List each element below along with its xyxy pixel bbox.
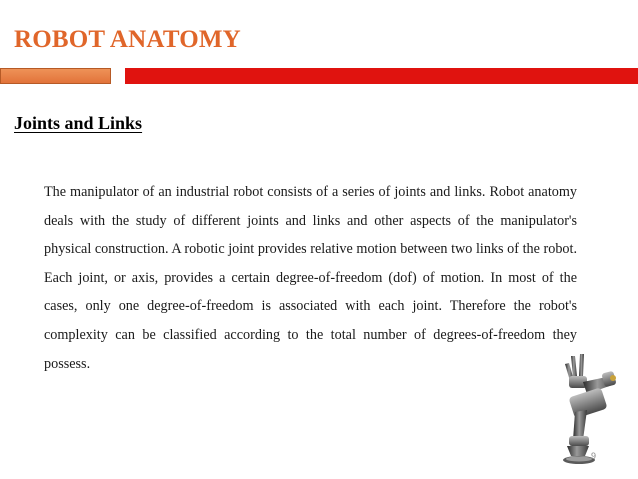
body-paragraph: The manipulator of an industrial robot consists of a series of joints and links. Robot anatomy deals with the study of different joints and links and other aspects of the manipulator's physical construction. A robotic joint provides relative motion between two links of the robot. Each joint, or axis, provides a certain degree-of-freedom (dof) of motion. In most of the cases, only one degree-of-freedom is associated with each joint. Therefore the robot's complexity can be classified according to the total number of degrees-of-freedom they possess. <box>44 184 577 372</box>
slide-title: ROBOT ANATOMY <box>14 26 241 53</box>
accent-bar-left <box>0 68 111 84</box>
robot-arm-icon <box>545 352 620 467</box>
page-number: 9 <box>591 451 597 461</box>
accent-bar-right <box>125 68 638 84</box>
section-heading: Joints and Links <box>14 113 143 133</box>
